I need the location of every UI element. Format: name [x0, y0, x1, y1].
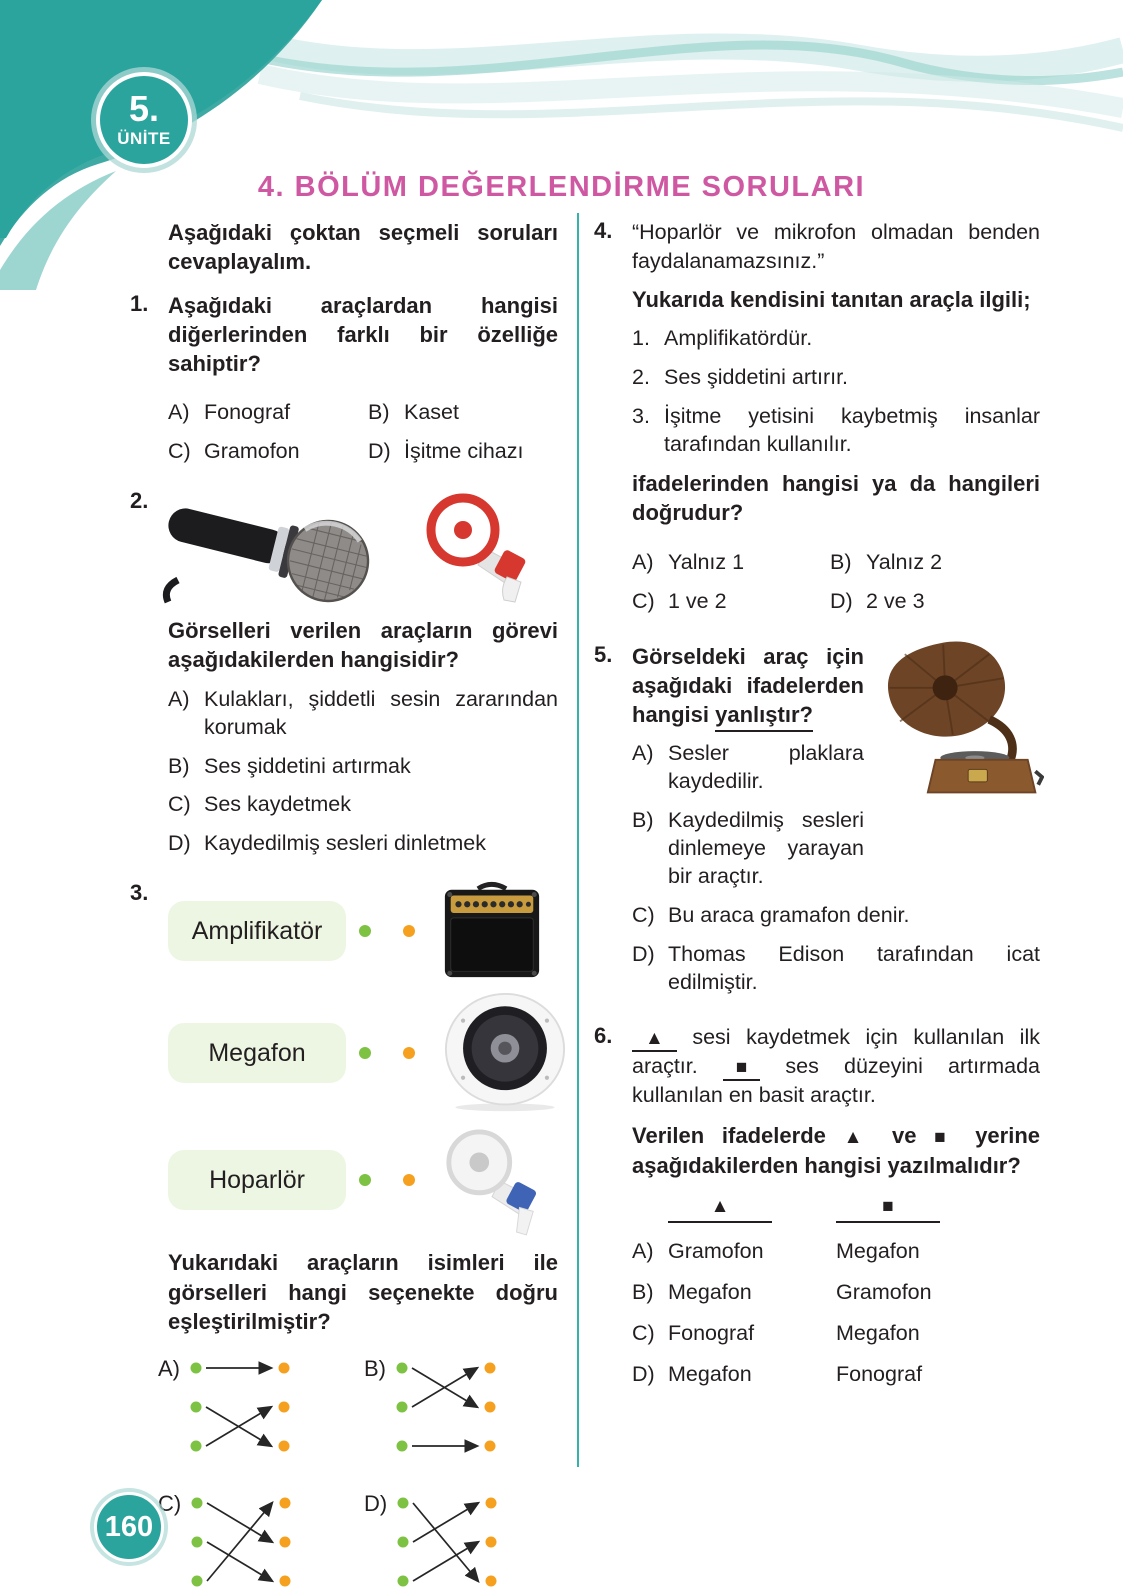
unit-badge — [96, 72, 192, 168]
option-b: B) Ses şiddetini artırmak — [168, 753, 411, 778]
unit-label: ÜNİTE — [117, 129, 171, 148]
microphone-image — [162, 488, 374, 606]
question-2-stem: Görselleri verilen araçların görevi aşağıdakilerden hangisidir? — [168, 618, 558, 673]
question-4-options — [632, 540, 1040, 616]
question-4-stem2: ifadelerinden hangisi ya da hangileri doğrudur? — [632, 471, 1040, 526]
green-dot — [359, 925, 371, 937]
match-label-box: Hoparlör — [168, 1150, 346, 1210]
question-4-statements — [632, 325, 1040, 459]
option-a: A) Yalnız 1 — [632, 549, 745, 574]
question-5 — [594, 642, 1040, 997]
question-2 — [130, 488, 558, 858]
question-2-number: 2. — [130, 488, 149, 514]
gramophone-image — [876, 634, 1044, 804]
match-row-hoparlor — [168, 1124, 558, 1236]
option-b: B) Kaset — [368, 400, 459, 425]
question-5-stem: Görseldeki araç için aşağıdaki ifadelerden hangisi yanlıştır? — [632, 642, 1040, 730]
table-row-d: D) Megafon Fonograf — [632, 1361, 923, 1386]
match-label-box: Amplifikatör — [168, 901, 346, 961]
match-diagram-d — [391, 1489, 505, 1594]
option-a: A) Fonograf — [168, 400, 291, 425]
unit-number: 5. — [128, 88, 160, 129]
triangle-symbol: ▲ — [843, 1127, 875, 1149]
question-4-stem1: Yukarıda kendisini tanıtan araçla ilgili; — [632, 287, 1031, 313]
question-6-table — [632, 1196, 1040, 1387]
match-label-box: Megafon — [168, 1023, 346, 1083]
option-c: C) Ses kaydetmek — [168, 792, 351, 817]
q3-diagram-option-d: D) — [364, 1489, 570, 1594]
option-c: C) Bu araca gramafon denir. — [632, 903, 910, 927]
option-d: D) 2 ve 3 — [830, 588, 925, 613]
question-2-options — [168, 686, 558, 859]
statement-1: 1. Amplifikatördür. — [632, 326, 813, 351]
question-6-text: ▲ sesi kaydetmek için kullanılan ilk araçtır. ■ ses düzeyini artırmada kullanılan en basit araçtır. — [632, 1024, 1040, 1107]
left-column — [130, 218, 558, 1594]
question-4-number: 4. — [594, 218, 613, 243]
question-1-options — [168, 390, 558, 466]
question-3-stem: Yukarıdaki araçların isimleri ile görselleri hangi seçenekte doğru eşleştirilmiştir? — [168, 1250, 558, 1334]
question-6-stem: Verilen ifadelerde ▲ ve ■ yerine aşağıdakilerden hangisi yazılmalıdır? — [632, 1123, 1041, 1178]
statement-3: 3. İşitme yetisini kaybetmiş insanlar tarafından kullanılır. — [632, 404, 1040, 457]
q3-diagram-option-b: B) — [364, 1354, 570, 1465]
option-c: C) Gramofon — [168, 439, 300, 464]
question-1-number: 1. — [130, 290, 149, 316]
option-d: D) İşitme cihazı — [368, 439, 524, 464]
question-6-number: 6. — [594, 1022, 613, 1048]
triangle-column-header: ▲ — [668, 1196, 772, 1223]
match-row-megafon — [168, 992, 558, 1114]
square-symbol: ■ — [934, 1127, 958, 1149]
question-1-stem: Aşağıdaki araçlardan hangisi diğerlerinden farklı bir özelliğe sahiptir? — [168, 292, 558, 376]
column-divider — [577, 213, 579, 1467]
table-row-a: A) Gramofon Megafon — [632, 1238, 920, 1263]
white-megaphone-image — [441, 1124, 545, 1236]
intro-text: Aşağıdaki çoktan seçmeli soruları cevaplayalım. — [168, 220, 558, 275]
option-d: D) Thomas Edison tarafından icat edilmiştir. — [632, 941, 1040, 994]
triangle-placeholder: ▲ — [632, 1029, 677, 1052]
statement-2: 2. Ses şiddetini artırır. — [632, 365, 849, 390]
question-5-number: 5. — [594, 641, 613, 667]
table-row-b: B) Megafon Gramofon — [632, 1279, 932, 1304]
round-speaker-image — [441, 992, 569, 1114]
underlined-word: yanlıştır? — [715, 702, 813, 732]
q3-diagram-options — [158, 1354, 558, 1594]
amplifier-image — [441, 880, 543, 982]
orange-dot — [403, 1174, 415, 1186]
q3-diagram-option-a: A) — [158, 1354, 364, 1465]
square-placeholder: ■ — [723, 1058, 760, 1081]
match-diagram-c — [185, 1489, 299, 1594]
page-number-badge: 160 — [94, 1492, 164, 1562]
match-diagram-b — [390, 1354, 504, 1465]
option-b: B) Yalnız 2 — [830, 549, 943, 574]
question-3 — [130, 880, 558, 1594]
red-megaphone-image — [422, 491, 528, 603]
question-2-images — [168, 488, 558, 606]
green-dot — [359, 1174, 371, 1186]
orange-dot — [403, 925, 415, 937]
orange-dot — [403, 1047, 415, 1059]
match-diagram-a — [184, 1354, 298, 1465]
page-title: 4. BÖLÜM DEĞERLENDİRME SORULARI — [257, 171, 866, 204]
right-column — [594, 218, 1040, 1409]
match-row-amplifier — [168, 880, 558, 982]
table-row-c: C) Fonograf Megafon — [632, 1320, 920, 1345]
question-6 — [594, 1023, 1040, 1387]
square-column-header: ■ — [836, 1196, 940, 1223]
option-a: A) Kulakları, şiddetli sesin zararından korumak — [168, 686, 558, 739]
green-dot — [359, 1047, 371, 1059]
table-header — [632, 1196, 1040, 1223]
question-3-number: 3. — [130, 880, 149, 906]
question-1 — [130, 291, 558, 467]
question-4 — [594, 218, 1040, 616]
option-d: D) Kaydedilmiş sesleri dinletmek — [168, 831, 486, 856]
question-4-quote: “Hoparlör ve mikrofon olmadan benden faydalanamazsınız.” — [632, 220, 1040, 273]
q3-diagram-option-c: C) — [158, 1489, 364, 1594]
option-a: A) Sesler plaklara kaydedilir. — [632, 741, 864, 794]
option-b: B) Kaydedilmiş sesleri dinlemeye yarayan bir araçtır. — [632, 808, 864, 889]
option-c: C) 1 ve 2 — [632, 588, 727, 613]
